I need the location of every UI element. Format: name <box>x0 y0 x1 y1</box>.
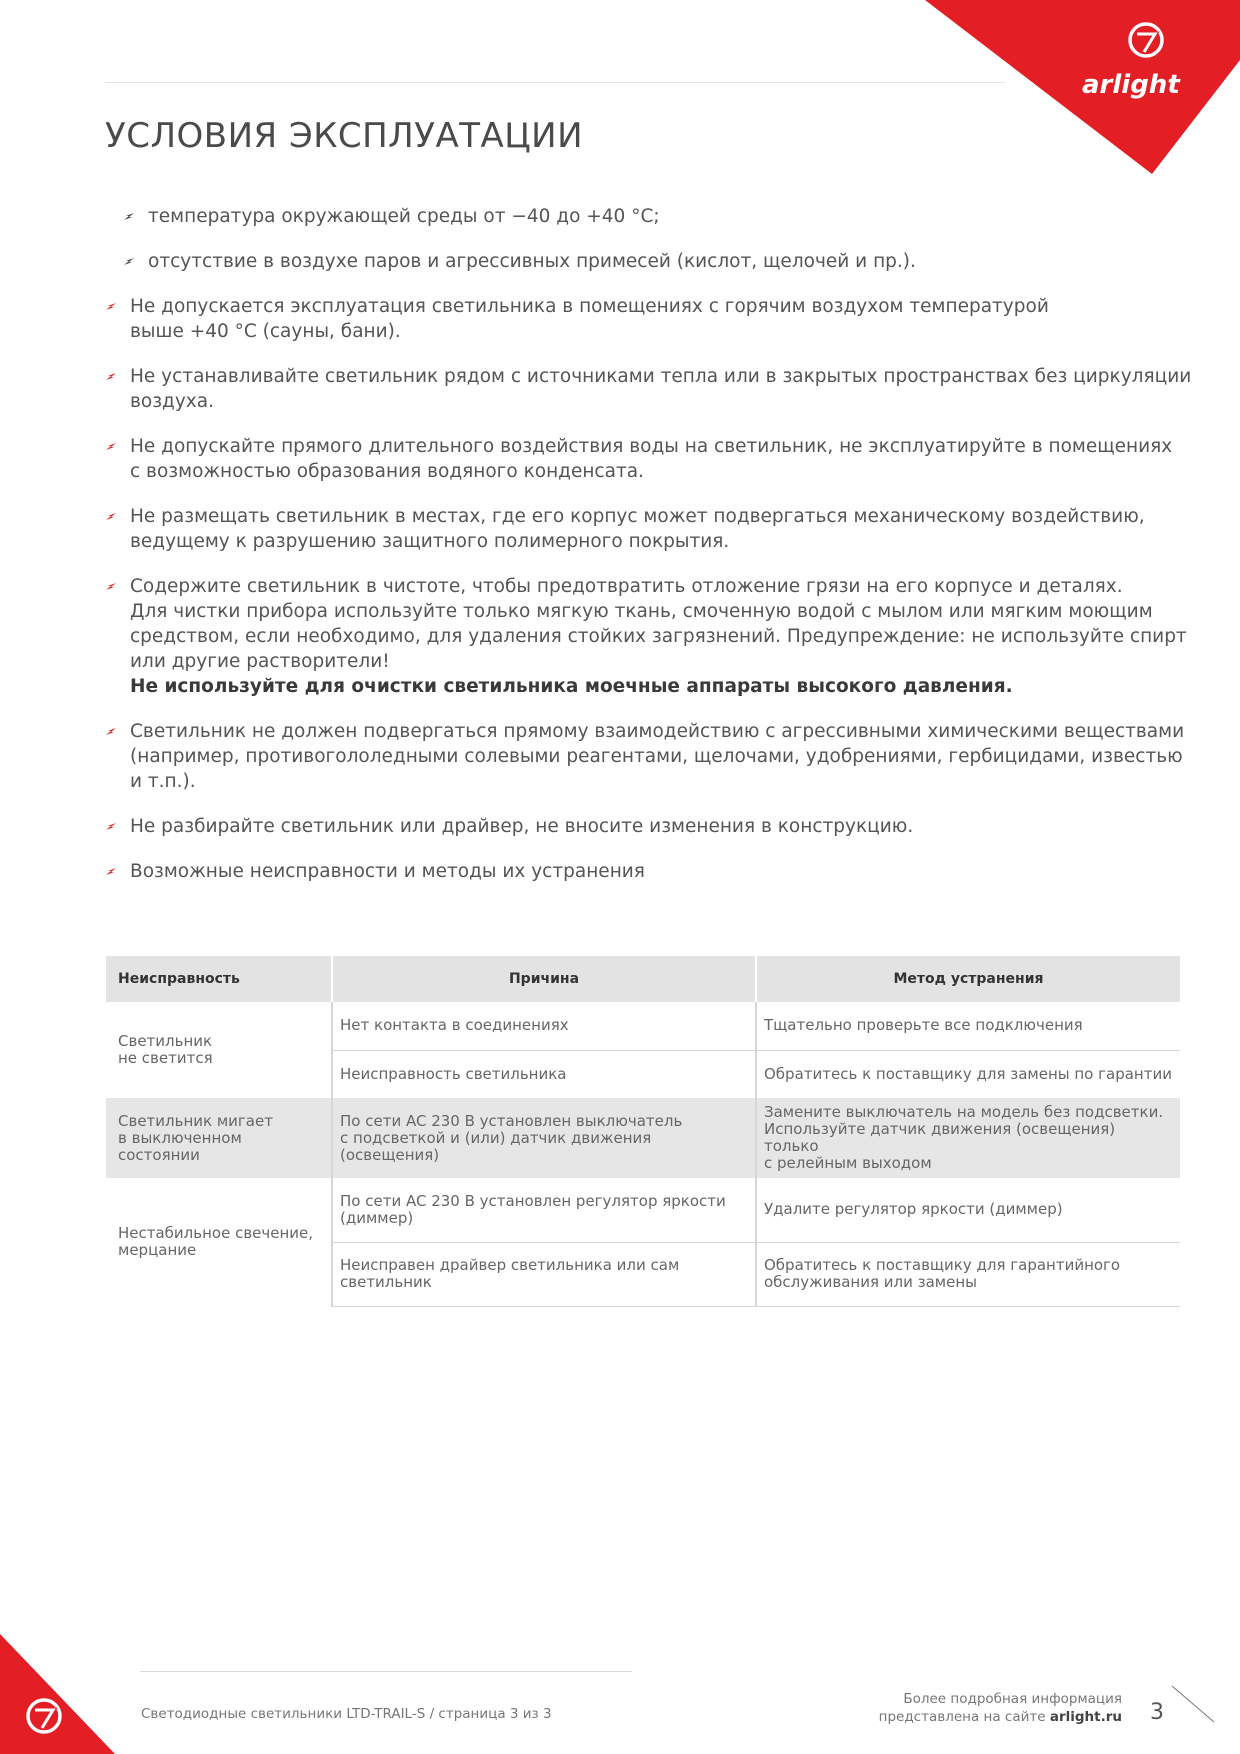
list-item-text: средством, если необходимо, для удаления стойких загрязнений. Предупреждение: не используйте спирт <box>130 626 1187 647</box>
list-item <box>105 294 1185 344</box>
cell-text: Обратитесь к поставщику для замены по гарантии <box>764 1064 1172 1083</box>
top-divider <box>105 82 1005 83</box>
cell-text: Нестабильное свечение, <box>118 1224 314 1242</box>
list-item-text: выше +40 °C (сауны, бани). <box>130 321 401 342</box>
cell-text: обслуживания или замены <box>764 1273 977 1291</box>
footer-divider <box>140 1671 632 1672</box>
list-item <box>105 434 1185 484</box>
cell-text: с подсветкой и (или) датчик движения (освещения) <box>340 1128 652 1164</box>
footer-document-label: Светодиодные светильники LTD-TRAIL-S / страница 3 из 3 <box>141 1706 552 1722</box>
cell-text: с релейным выходом <box>764 1154 932 1172</box>
list-item-text: воздуха. <box>130 391 214 412</box>
troubleshooting-table <box>106 956 1180 1307</box>
cell-text: в выключенном <box>118 1128 242 1147</box>
fix-cell <box>756 1098 1180 1178</box>
cell-text: Используйте датчик движения (освещения) только <box>764 1120 1116 1155</box>
list-item-text: Светильник не должен подвергаться прямому взаимодействию с агрессивными химическими веществами <box>130 721 1185 742</box>
page-number-slash <box>1170 1684 1216 1724</box>
cell-text: Неисправен драйвер светильника или сам <box>340 1256 680 1274</box>
bullet-arrow-icon <box>105 372 117 381</box>
cause-cell <box>332 1178 756 1242</box>
list-item-text: Не устанавливайте светильник рядом с источниками тепла или в закрытых пространствах без циркуляции <box>130 366 1192 387</box>
page-number: 3 <box>1150 1700 1164 1725</box>
cell-text: (диммер) <box>340 1208 414 1227</box>
brand-corner-footer <box>0 1614 120 1754</box>
cell-text: Светильник <box>118 1032 213 1050</box>
list-item-text: Не размещать светильник в местах, где его корпус может подвергаться механическому воздействию, <box>130 506 1145 527</box>
cell-text: Тщательно проверьте все подключения <box>764 1016 1083 1035</box>
list-item-text: с возможностью образования водяного конденсата. <box>130 461 644 482</box>
table-row <box>106 1098 1180 1178</box>
page-title: УСЛОВИЯ ЭКСПЛУАТАЦИИ <box>105 116 583 156</box>
cell-text: Светильник мигает <box>118 1111 273 1130</box>
fix-cell <box>756 1242 1180 1306</box>
cause-cell <box>332 1098 756 1178</box>
list-item-text: Не разбирайте светильник или драйвер, не вносите изменения в конструкцию. <box>130 816 914 837</box>
header-cause: Причина <box>332 956 756 1002</box>
website-link[interactable]: arlight.ru <box>1049 1709 1122 1725</box>
sub-list-item <box>123 204 1185 229</box>
footer-info-line2 <box>879 1708 1122 1726</box>
fault-cell <box>106 1178 332 1306</box>
cell-text: Неисправность светильника <box>340 1064 567 1083</box>
list-item <box>105 574 1185 699</box>
list-item <box>105 719 1185 794</box>
table-header-row <box>106 956 1180 1002</box>
cell-text: Обратитесь к поставщику для гарантийного <box>764 1256 1121 1274</box>
bullet-arrow-icon <box>123 212 135 221</box>
list-item-text: или другие растворители! <box>130 651 390 672</box>
fix-cell <box>756 1002 1180 1050</box>
bullet-arrow-icon <box>123 257 135 266</box>
footer-info-prefix: представлена на сайте <box>878 1709 1050 1725</box>
list-item <box>105 504 1185 554</box>
conditions-list <box>105 204 1192 904</box>
footer-info-line1: Более подробная информация <box>903 1691 1122 1707</box>
cell-text: мерцание <box>118 1241 197 1259</box>
list-item-text: Возможные неисправности и методы их устранения <box>130 861 645 882</box>
bullet-arrow-icon <box>105 512 117 521</box>
bullet-arrow-icon <box>105 822 117 831</box>
bullet-arrow-icon <box>105 302 117 311</box>
list-item-text: Не допускайте прямого длительного воздействия воды на светильник, не эксплуатируйте в помещениях <box>130 436 1173 457</box>
list-item-text: (например, противогололедными солевыми реагентами, щелочами, удобрениями, гербицидами, известью <box>130 746 1183 767</box>
cause-cell <box>332 1050 756 1098</box>
cell-text: По сети AC 230 В установлен выключатель <box>340 1111 683 1130</box>
list-item-text: и т.п.). <box>130 771 196 792</box>
warning-text: Не используйте для очистки светильника моечные аппараты высокого давления. <box>130 676 1013 697</box>
brand-logo-text: arlight <box>1082 70 1180 100</box>
cell-text: не светится <box>118 1049 213 1067</box>
cause-cell <box>332 1242 756 1306</box>
cell-text: Нет контакта в соединениях <box>340 1016 569 1035</box>
table-row <box>106 1178 1180 1242</box>
list-item-text: ведущему к разрушению защитного полимерного покрытия. <box>130 531 730 552</box>
fault-cell <box>106 1098 332 1178</box>
list-item <box>105 859 1185 884</box>
cell-text: светильник <box>340 1273 432 1291</box>
bullet-arrow-icon <box>105 442 117 451</box>
bullet-arrow-icon <box>105 867 117 876</box>
list-item-text: температура окружающей среды от −40 до +40 °C; <box>148 206 660 227</box>
table-row <box>106 1002 1180 1050</box>
list-item-text: Для чистки прибора используйте только мягкую ткань, смоченную водой с мылом или мягким моющим <box>130 601 1153 622</box>
list-item-text: Не допускается эксплуатация светильника в помещениях с горячим воздухом температурой <box>130 296 1049 317</box>
list-item <box>105 364 1192 414</box>
list-item-text: отсутствие в воздухе паров и агрессивных примесей (кислот, щелочей и пр.). <box>148 251 916 272</box>
bullet-arrow-icon <box>105 727 117 736</box>
brand-corner-banner <box>920 0 1240 180</box>
list-item-text: Содержите светильник в чистоте, чтобы предотвратить отложение грязи на его корпусе и деталях. <box>130 576 1123 597</box>
sub-list-item <box>123 249 1185 274</box>
header-fault: Неисправность <box>106 956 332 1002</box>
cell-text: Замените выключатель на модель без подсветки. <box>764 1103 1164 1121</box>
header-fix: Метод устранения <box>756 956 1180 1002</box>
bullet-arrow-icon <box>105 582 117 591</box>
fix-cell <box>756 1050 1180 1098</box>
footer-info <box>879 1690 1122 1726</box>
fix-cell <box>756 1178 1180 1242</box>
cell-text: состоянии <box>118 1145 200 1164</box>
cell-text: По сети AC 230 В установлен регулятор яркости <box>340 1191 726 1210</box>
fault-cell <box>106 1002 332 1098</box>
cell-text: Удалите регулятор яркости (диммер) <box>764 1200 1063 1219</box>
list-item <box>105 814 1185 839</box>
cause-cell <box>332 1002 756 1050</box>
